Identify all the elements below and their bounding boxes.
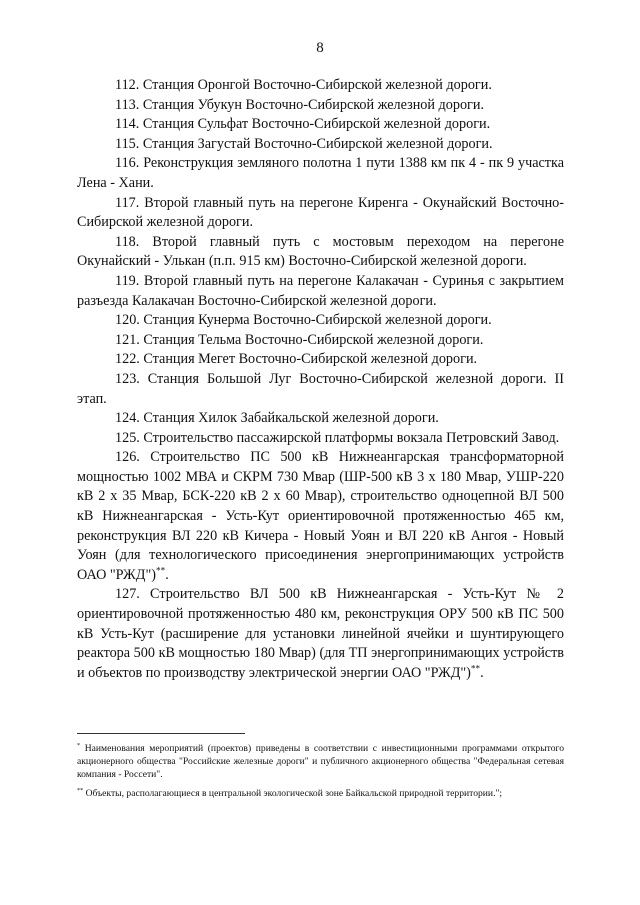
footnote-text: Объекты, располагающиеся в центральной экологической зоне Байкальской природной территории."; [83,787,503,799]
list-item-text: 116. Реконструкция земляного полотна 1 пути 1388 км пк 4 - пк 9 участка Лена - Хани. [77,155,564,191]
list-item-text: 113. Станция Убукун Восточно-Сибирской железной дороги. [115,96,484,113]
list-item-text: 115. Станция Загустай Восточно-Сибирской железной дороги. [115,135,493,152]
list-item [77,448,564,585]
list-item [77,429,564,449]
list-item [77,96,564,116]
list-item-text: 114. Станция Сульфат Восточно-Сибирской железной дороги. [115,116,491,133]
list-item [77,194,564,233]
list-item [77,350,564,370]
list-item-text: 120. Станция Кунерма Восточно-Сибирской железной дороги. [115,312,492,329]
list-item-text: 119. Второй главный путь на перегоне Калакачан - Суринья с закрытием разъезда Калакачан Восточно-Сибирской железной дороги. [77,272,564,309]
footnote-mark: * [77,741,81,749]
list-item [77,272,564,311]
list-item [77,331,564,351]
list-item [77,76,564,96]
list-item-tail: . [480,664,484,681]
footnote-text: Наименования мероприятий (проектов) приведены в соответствии с инвестиционными программами открытого акционерного общества "Российские железные дороги" и публичного акционерного общества "Федеральная сетевая компания - Россети". [77,743,564,781]
list-item [77,409,564,429]
footnote-mark: ** [77,786,84,794]
list-item-text: 127. Строительство ВЛ 500 кВ Нижнеангарская - Усть-Кут № 2 ориентировочной протяженностью 480 км, реконструкция ОРУ 500 кВ ПС 500 кВ Усть-Кут (расширение для установки линейной ячейки и шунтирующего реактора 500 кВ мощностью 180 Мвар) (для ТП энергопринимающих устройств и объектов по производству электрической энергии ОАО "РЖД") [77,586,564,681]
list-item [77,154,564,193]
list-item [77,585,564,683]
footnote-reference: ** [155,565,166,576]
list-item-text: 121. Станция Тельма Восточно-Сибирской железной дороги. [115,331,484,348]
list-item-text: 112. Станция Оронгой Восточно-Сибирской железной дороги. [115,77,492,93]
footnote-separator [77,733,245,734]
list-item [77,370,564,409]
list-item-text: 117. Второй главный путь на перегоне Киренга - Окунайский Восточно-Сибирской железной дороги. [77,194,564,231]
list-item-text: 118. Второй главный путь с мостовым переходом на перегоне Окунайский - Улькан (п.п. 915 км) Восточно-Сибирской железной дороги. [77,233,564,270]
page-number: 8 [316,40,324,56]
list-item [77,135,564,155]
list-item-tail: . [165,566,169,583]
footnote-reference: ** [470,663,481,674]
footnotes [77,742,564,805]
footnote [77,742,564,782]
list-item [77,115,564,135]
footnote [77,787,564,800]
list-item-text: 124. Станция Хилок Забайкальской железной дороги. [115,410,439,427]
list-item-text: 123. Станция Большой Луг Восточно-Сибирской железной дороги. II этап. [77,370,564,407]
list-item-text: 126. Строительство ПС 500 кВ Нижнеангарская трансформаторной мощностью 1002 МВА и СКРМ 730 Мвар (ШР-500 кВ 3 х 180 Мвар, УШР-220 кВ 2 х 35 Мвар, БСК-220 кВ 2 х 60 Мвар), строительство одноцепной ВЛ 500 кВ Нижнеангарская - Усть-Кут ориентировочной протяженностью 465 км, реконструкция ВЛ 220 кВ Кичера - Новый Уоян и ВЛ 220 кВ Ангоя - Новый Уоян (для технологического присоединения энергопринимающих устройств ОАО "РЖД") [77,449,564,583]
list-item [77,233,564,272]
document-body [77,76,564,683]
list-item-text: 125. Строительство пассажирской платформы вокзала Петровский Завод. [115,429,560,446]
list-item [77,311,564,331]
list-item-text: 122. Станция Мегет Восточно-Сибирской железной дороги. [115,351,478,368]
